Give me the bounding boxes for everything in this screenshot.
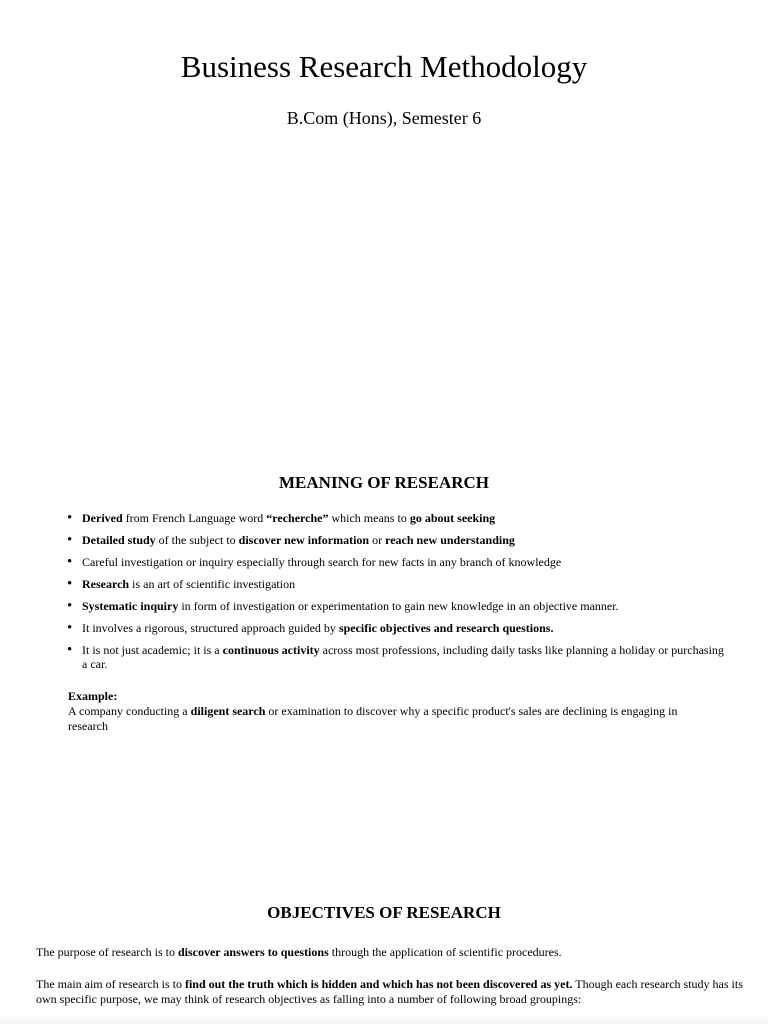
meaning-of-research-heading: MEANING OF RESEARCH [279, 473, 489, 492]
text-run: It is not just academic; it is a [82, 643, 223, 657]
objectives-paragraph-purpose [36, 945, 748, 960]
bold-text-run: reach new understanding [385, 533, 515, 547]
bold-text-run: Detailed study [82, 533, 156, 547]
bold-text-run: discover answers to questions [177, 945, 329, 959]
bold-text-run: specific objectives and research questions. [338, 621, 554, 635]
bullet-item [64, 533, 724, 547]
bold-text-run: discover new information [238, 533, 370, 547]
bold-text-run: go about seeking [409, 511, 496, 525]
text-run: in form of investigation or experimentation to gain new knowledge in an objective manner. [178, 599, 619, 613]
page-subtitle: B.Com (Hons), Semester 6 [286, 108, 482, 128]
objectives-of-research-heading: OBJECTIVES OF RESEARCH [267, 903, 501, 922]
bullet-item [64, 599, 724, 613]
bold-text-run: Research [82, 577, 130, 591]
text-run: The purpose of research is to [36, 945, 178, 959]
bullet-text [82, 643, 724, 671]
bullet-text [82, 533, 515, 547]
example-block [68, 689, 718, 734]
bold-text-run: Derived [82, 511, 123, 525]
text-run: or [369, 533, 386, 547]
bullet-item [64, 577, 724, 591]
bullet-icon: • [67, 620, 73, 636]
bullet-item [64, 511, 724, 525]
text-run: is an art of scientific investigation [129, 577, 296, 591]
text-run: The main aim of research is to [36, 977, 185, 991]
bold-text-run: Systematic inquiry [82, 599, 179, 613]
bullet-icon: • [67, 532, 73, 548]
text-run: or examination to discover why a specific product's sales are declining is engaging in research [68, 704, 678, 733]
bullet-icon: • [67, 554, 73, 570]
text-run: which means to [328, 511, 410, 525]
bullet-icon: • [67, 510, 73, 526]
bullet-text [82, 511, 495, 525]
page-title: Business Research Methodology [180, 49, 588, 84]
text-run: A company conducting a [68, 704, 191, 718]
bullet-item [64, 555, 724, 569]
text-run: across most professions, including daily tasks like planning a holiday or purchasing a car. [82, 643, 724, 671]
bullet-text [82, 577, 295, 591]
bullet-icon: • [67, 598, 73, 614]
bold-text-run: “recherche” [266, 511, 329, 525]
text-run: through the application of scientific procedures. [328, 945, 562, 959]
example-label: Example: [68, 689, 118, 703]
example-text [68, 704, 677, 733]
bullet-icon: • [67, 576, 73, 592]
bold-text-run: find out the truth which is hidden and which has not been discovered as yet. [184, 977, 573, 991]
text-run: from French Language word [122, 511, 267, 525]
text-run: Careful investigation or inquiry especially through search for new facts in any branch of knowledge [82, 555, 562, 569]
bullet-text [82, 555, 561, 569]
bold-text-run: diligent search [190, 704, 266, 718]
bullet-item [64, 621, 724, 635]
meaning-bullet-list [64, 511, 724, 679]
text-run: It involves a rigorous, structured approach guided by [82, 621, 339, 635]
bullet-icon: • [67, 642, 73, 658]
text-run: of the subject to [155, 533, 239, 547]
page-bottom-edge [0, 1014, 768, 1024]
bold-text-run: continuous activity [222, 643, 320, 657]
bullet-text [82, 599, 619, 613]
text-run: Though each research study has its own specific purpose, we may think of research objectives as falling into a number of following broad groupings: [36, 977, 743, 1006]
bullet-text [82, 621, 553, 635]
objectives-paragraph-aim [36, 977, 748, 1007]
bullet-item [64, 643, 724, 671]
